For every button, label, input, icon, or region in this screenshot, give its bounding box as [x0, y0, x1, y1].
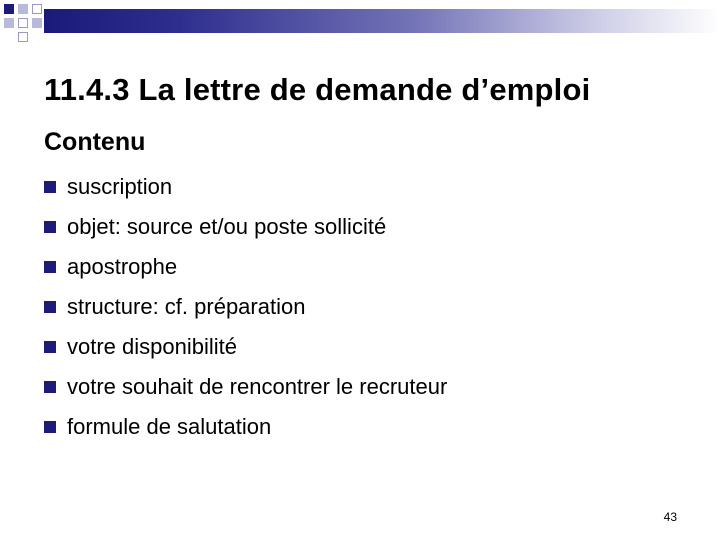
bullet-item [44, 327, 447, 367]
bullet-item [44, 247, 447, 287]
bullet-item [44, 207, 447, 247]
bullet-text: votre souhait de rencontrer le recruteur [67, 374, 448, 399]
decor-square-light [4, 18, 14, 28]
header-gradient-band [44, 9, 720, 33]
bullet-text: suscription [67, 174, 173, 199]
bullet-text: votre disponibilité [67, 334, 237, 359]
slide-title: 11.4.3 La lettre de demande d’emploi [44, 72, 591, 107]
bullet-text: objet: source et/ou poste sollicité [67, 214, 387, 239]
section-heading: Contenu [44, 128, 146, 156]
page-number: 43 [663, 510, 677, 524]
square-bullet-icon [44, 421, 56, 433]
bullet-text: structure: cf. préparation [67, 294, 306, 319]
square-bullet-icon [44, 341, 56, 353]
decor-square-outline [18, 18, 28, 28]
square-bullet-icon [44, 221, 56, 233]
square-bullet-icon [44, 301, 56, 313]
bullet-item [44, 287, 447, 327]
decor-square-light [32, 18, 42, 28]
square-bullet-icon [44, 181, 56, 193]
bullet-item [44, 367, 447, 407]
decor-square-outline [32, 4, 42, 14]
decor-square-light [18, 4, 28, 14]
square-bullet-icon [44, 261, 56, 273]
bullet-list [44, 167, 447, 447]
header-decoration [0, 0, 720, 48]
square-bullet-icon [44, 381, 56, 393]
bullet-text: apostrophe [67, 254, 178, 279]
bullet-text: formule de salutation [67, 414, 272, 439]
bullet-item [44, 407, 447, 447]
bullet-item [44, 167, 447, 207]
decor-square-outline [18, 32, 28, 42]
decor-square-dark [4, 4, 14, 14]
